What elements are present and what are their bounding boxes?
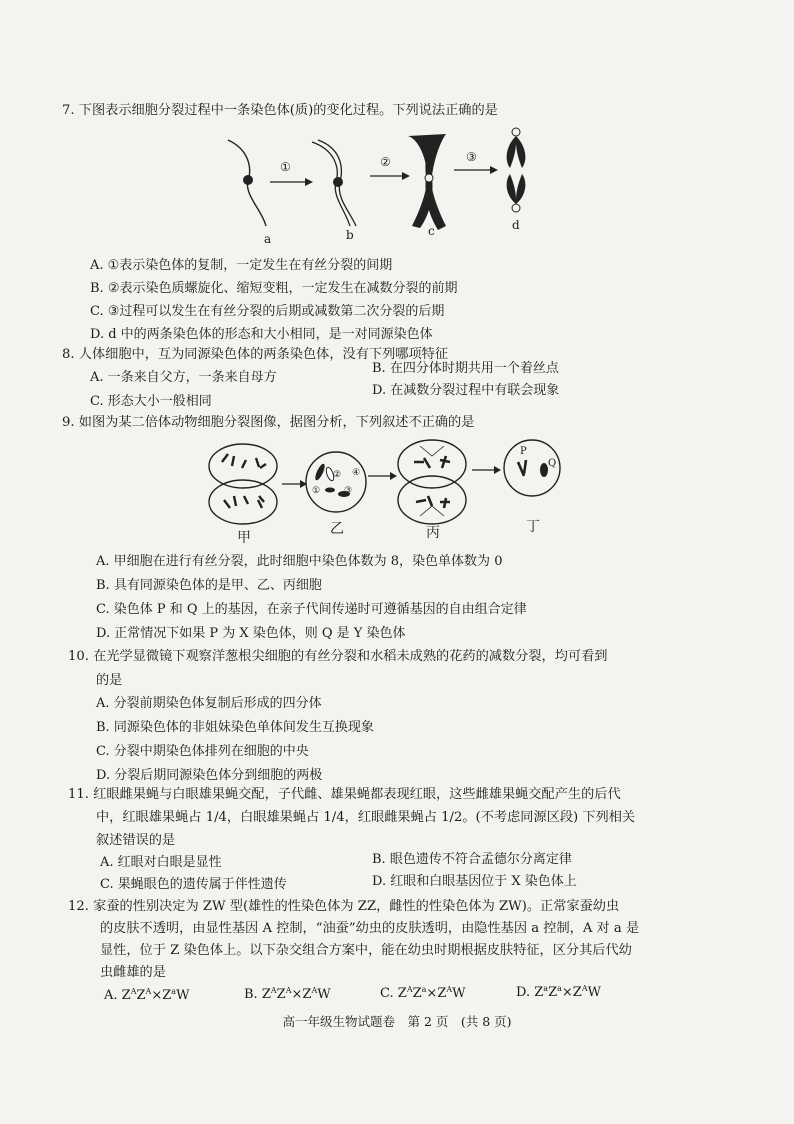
q11-option-d: D. 红眼和白眼基因位于 X 染色体上 [372, 874, 577, 889]
q7-option-d: D. d 中的两条染色体的形态和大小相同，是一对同源染色体 [90, 327, 433, 342]
q7-stem: 7. 下图表示细胞分裂过程中一条染色体(质)的变化过程。下列说法正确的是 [62, 103, 498, 118]
q12-option-c-letter: C. [380, 986, 394, 1001]
q12-option-d-letter: D. [516, 985, 531, 1000]
q11-option-a: A. 红眼对白眼是显性 [100, 855, 222, 870]
q7-step-3: ③ [466, 150, 477, 164]
q8-stem: 8. 人体细胞中，互为同源染色体的两条染色体，没有下列哪项特征 [62, 347, 449, 362]
q9-mark-3: ③ [344, 486, 353, 496]
q8-option-c: C. 形态大小一般相同 [90, 394, 212, 409]
q11-option-c: C. 果蝇眼色的遗传属于伴性遗传 [100, 877, 287, 892]
q9-option-b: B. 具有同源染色体的是甲、乙、丙细胞 [96, 578, 322, 593]
q9-mark-4: ④ [352, 468, 361, 478]
q9-cell-bing: 丙 [426, 525, 440, 541]
q10-option-c: C. 分裂中期染色体排列在细胞的中央 [96, 744, 309, 759]
q9-option-c: C. 染色体 P 和 Q 上的基因，在亲子代间传递时可遵循基因的自由组合定律 [96, 602, 527, 617]
q7-option-c: C. ③过程可以发生在有丝分裂的后期或减数第二次分裂的后期 [90, 304, 445, 319]
q10-option-b: B. 同源染色体的非姐妹染色单体间发生互换现象 [96, 720, 374, 735]
q12-option-c: C. $Z^AZ^a\times Z^AW$ [380, 985, 466, 1001]
q7-option-a: A. ①表示染色体的复制，一定发生在有丝分裂的间期 [90, 258, 393, 273]
q8-option-b: B. 在四分体时期共用一个着丝点 [372, 361, 559, 376]
q9-mark-p: P [520, 446, 527, 457]
q12-option-d: D. $Z^aZ^a\times Z^AW$ [516, 984, 601, 1000]
q9-option-a: A. 甲细胞在进行有丝分裂，此时细胞中染色体数为 8，染色单体数为 0 [96, 554, 503, 569]
q12-stem-line2: 的皮肤不透明，由显性基因 A 控制，“油蚕”幼虫的皮肤透明，由隐性基因 a 控制，A 对 a 是 [100, 921, 640, 936]
q9-cell-ding: 丁 [526, 519, 540, 535]
q7-step-2: ② [380, 155, 391, 169]
q11-stem-line2: 中，红眼雄果蝇占 1/4，白眼雄果蝇占 1/4，红眼雌果蝇占 1/2。(不考虑同源区段) 下列相关 [96, 810, 636, 825]
q9-stem: 9. 如图为某二倍体动物细胞分裂图像，据图分析，下列叙述不正确的是 [62, 415, 475, 430]
q7-label-d: d [512, 218, 520, 232]
q9-cell-jia: 甲 [237, 530, 251, 546]
q7-step-1: ① [280, 160, 291, 174]
q9-mark-q: Q [548, 458, 557, 469]
q7-label-a: a [264, 232, 272, 246]
q11-option-b: B. 眼色遗传不符合孟德尔分离定律 [372, 852, 572, 867]
q7-option-b: B. ②表示染色质螺旋化、缩短变粗，一定发生在减数分裂的前期 [90, 281, 458, 296]
q9-cell-diagram [0, 0, 794, 560]
q12-option-a: A. $Z^AZ^A\times Z^aW$ [104, 987, 190, 1003]
q11-stem-line3: 叙述错误的是 [96, 833, 176, 848]
q12-option-b-letter: B. [244, 987, 258, 1002]
q9-option-d: D. 正常情况下如果 P 为 X 染色体，则 Q 是 Y 染色体 [96, 626, 406, 641]
q9-mark-2: ② [333, 470, 342, 480]
q9-cell-yi: 乙 [330, 521, 344, 537]
q8-option-d: D. 在减数分裂过程中有联会现象 [372, 383, 560, 398]
q9-mark-1: ① [312, 486, 321, 496]
q12-stem-line3: 显性，位于 Z 染色体上。以下杂交组合方案中，能在幼虫时期根据皮肤特征，区分其后代幼 [100, 943, 632, 958]
q10-option-a: A. 分裂前期染色体复制后形成的四分体 [96, 696, 322, 711]
q12-option-a-letter: A. [104, 988, 118, 1003]
q10-stem-line1: 10. 在光学显微镜下观察洋葱根尖细胞的有丝分裂和水稻未成熟的花药的减数分裂，均可看到 [68, 649, 608, 664]
q12-stem-line1: 12. 家蚕的性别决定为 ZW 型(雄性的性染色体为 ZZ，雌性的性染色体为 ZW)。正常家蚕幼虫 [68, 899, 620, 914]
q10-stem-line2: 的是 [96, 673, 123, 688]
q10-option-d: D. 分裂后期同源染色体分到细胞的两极 [96, 768, 323, 783]
q12-stem-line4: 虫雌雄的是 [100, 965, 166, 980]
q12-option-b: B. $Z^AZ^A\times Z^AW$ [244, 986, 331, 1002]
q8-option-a: A. 一条来自父方，一条来自母方 [90, 370, 277, 385]
q11-stem-line1: 11. 红眼雌果蝇与白眼雄果蝇交配，子代雌、雄果蝇都表现红眼，这些雌雄果蝇交配产生的后代 [68, 787, 621, 802]
page-footer: 高一年级生物试题卷 第 2 页 (共 8 页) [282, 1014, 512, 1029]
q7-label-c: c [428, 224, 435, 238]
q7-label-b: b [346, 228, 354, 242]
